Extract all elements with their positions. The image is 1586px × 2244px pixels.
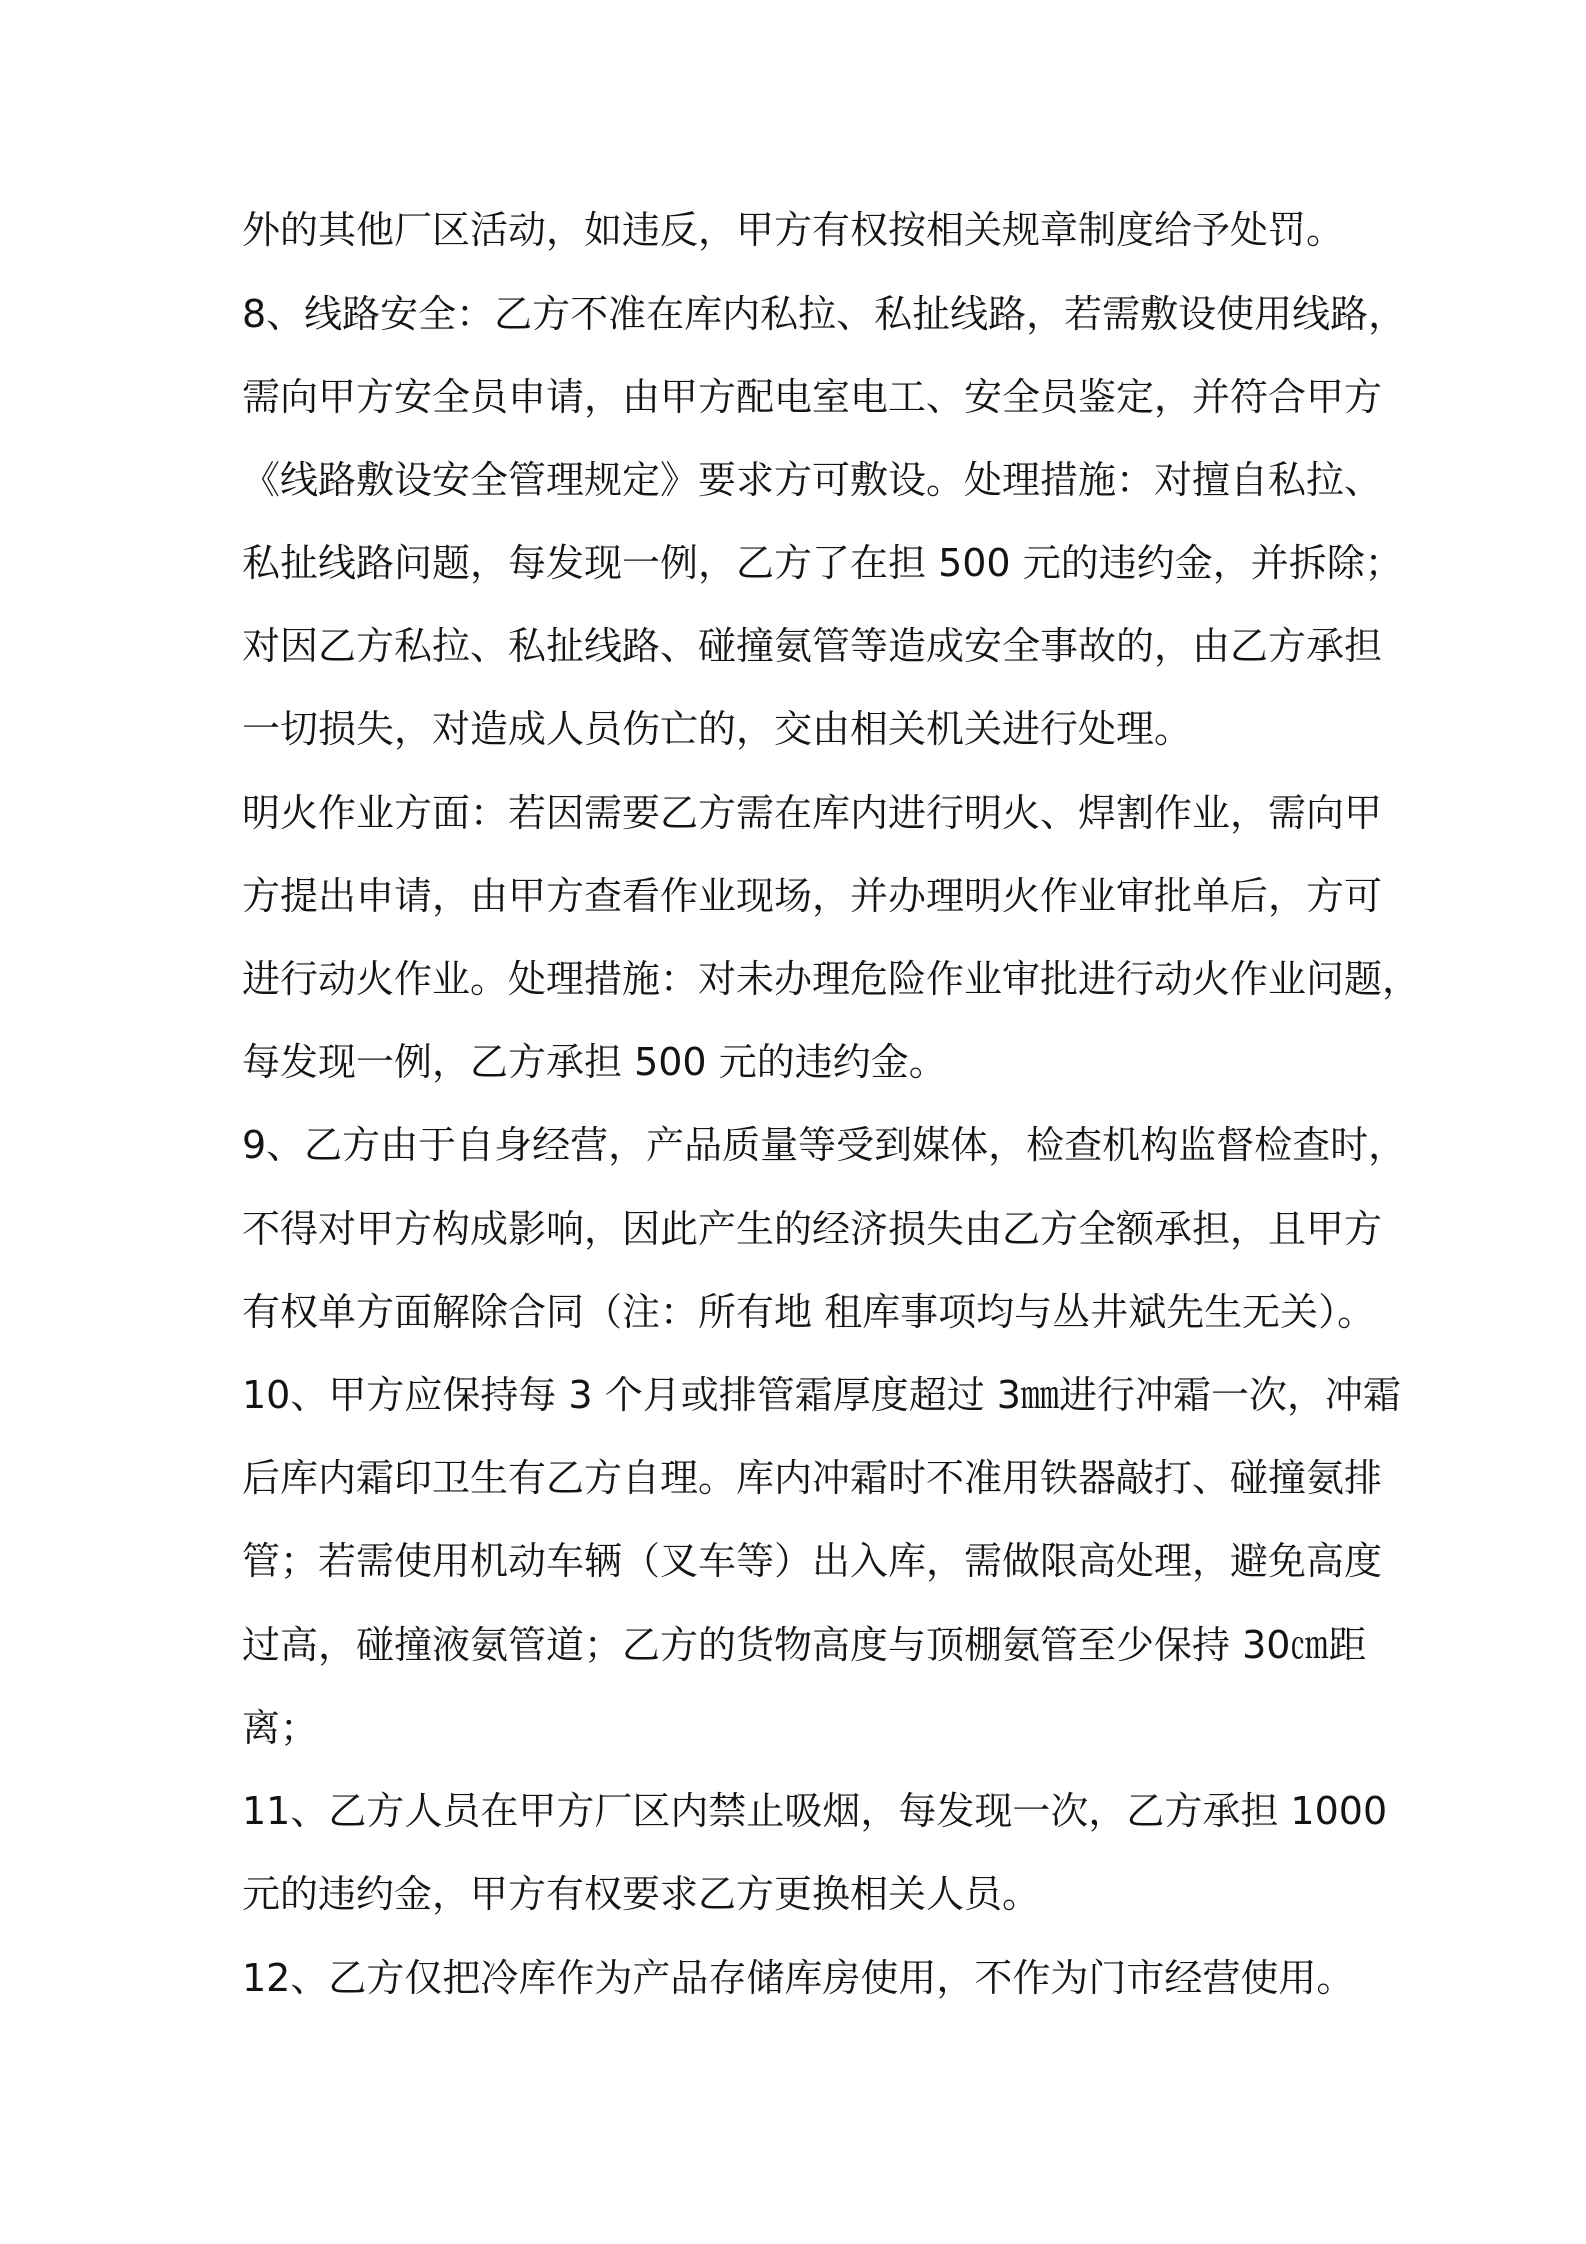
text-line: 《线路敷设安全管理规定》要求方可敷设。处理措施：对擅自私拉、 xyxy=(242,458,1383,502)
text-line: 不得对甲方构成影响，因此产生的经济损失由乙方全额承担，且甲方 xyxy=(242,1207,1383,1251)
text-line: 9、乙方由于自身经营，产品质量等受到媒体，检查机构监督检查时， xyxy=(242,1123,1407,1167)
text-line: 11、乙方人员在甲方厂区内禁止吸烟，每发现一次，乙方承担 1000 xyxy=(242,1789,1388,1833)
text-line: 方提出申请，由甲方查看作业现场，并办理明火作业审批单后，方可 xyxy=(242,874,1383,918)
text-line: 10、甲方应保持每 3 个月或排管霜厚度超过 3㎜进行冲霜一次，冲霜 xyxy=(242,1373,1401,1417)
text-line: 管；若需使用机动车辆（叉车等）出入库，需做限高处理，避免高度 xyxy=(242,1539,1383,1583)
text-line: 12、乙方仅把冷库作为产品存储库房使用，不作为门市经营使用。 xyxy=(242,1956,1355,2000)
text-line: 一切损失，对造成人员伤亡的，交由相关机关进行处理。 xyxy=(242,707,1193,751)
text-line: 离； xyxy=(242,1706,319,1750)
text-line: 后库内霜印卫生有乙方自理。库内冲霜时不准用铁器敲打、碰撞氨排 xyxy=(242,1456,1383,1500)
text-line: 明火作业方面：若因需要乙方需在库内进行明火、焊割作业，需向甲 xyxy=(242,791,1383,835)
text-line: 过高，碰撞液氨管道；乙方的货物高度与顶棚氨管至少保持 30㎝距 xyxy=(242,1623,1367,1667)
text-line: 需向甲方安全员申请，由甲方配电室电工、安全员鉴定，并符合甲方 xyxy=(242,375,1383,419)
text-line: 外的其他厂区活动，如违反，甲方有权按相关规章制度给予处罚。 xyxy=(242,208,1345,252)
text-line: 对因乙方私拉、私扯线路、碰撞氨管等造成安全事故的，由乙方承担 xyxy=(242,624,1383,668)
text-line: 元的违约金，甲方有权要求乙方更换相关人员。 xyxy=(242,1872,1041,1916)
text-line: 有权单方面解除合同（注：所有地 租库事项均与丛井斌先生无关）。 xyxy=(242,1290,1376,1334)
text-line: 每发现一例，乙方承担 500 元的违约金。 xyxy=(242,1040,947,1084)
text-line: 进行动火作业。处理措施：对未办理危险作业审批进行动火作业问题， xyxy=(242,957,1421,1001)
text-line: 私扯线路问题，每发现一例，乙方了在担 500 元的违约金，并拆除； xyxy=(242,541,1403,585)
text-line: 8、线路安全：乙方不准在库内私拉、私扯线路，若需敷设使用线路， xyxy=(242,292,1407,336)
